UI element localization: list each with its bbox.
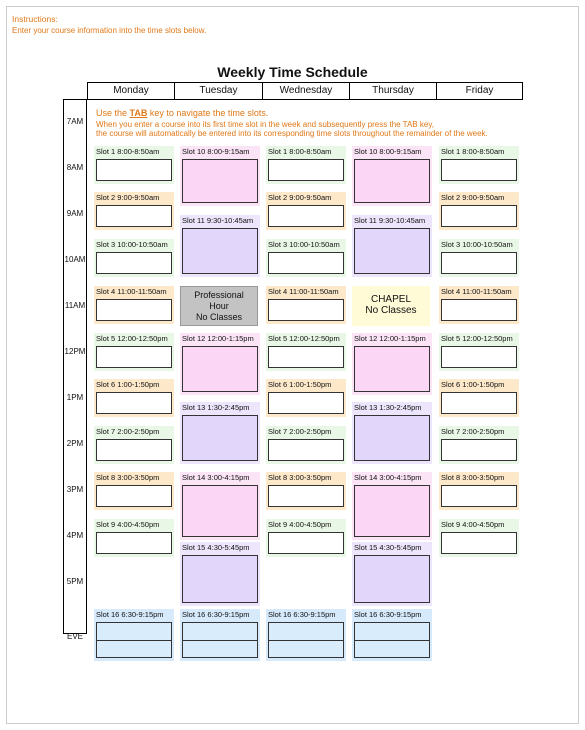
slot-input[interactable] <box>441 439 517 461</box>
slot-input[interactable] <box>96 299 172 321</box>
time-slot <box>439 333 519 371</box>
time-slot <box>180 402 260 464</box>
slot-input[interactable] <box>441 205 517 227</box>
slot-label: Slot 15 4:30-5:45pm <box>182 543 250 552</box>
slot-label: Slot 5 12:00-12:50pm <box>96 334 168 343</box>
slot-input[interactable] <box>96 205 172 227</box>
time-slot <box>266 379 346 417</box>
slot-input[interactable] <box>268 439 344 461</box>
time-slot <box>266 609 346 661</box>
slot-label: Slot 16 6:30-9:15pm <box>182 610 250 619</box>
slot-input[interactable] <box>96 392 172 414</box>
tip-text: Use the <box>96 108 130 118</box>
slot-input[interactable] <box>182 555 258 603</box>
slot-label: Slot 1 8:00-8:50am <box>441 147 505 156</box>
time-slot <box>439 192 519 230</box>
slot-input[interactable] <box>441 532 517 554</box>
page-title: Weekly Time Schedule <box>217 64 368 80</box>
time-slot <box>180 333 260 395</box>
slot-label: Slot 4 11:00-11:50am <box>96 287 167 296</box>
time-slot <box>439 286 519 324</box>
time-slot <box>94 286 174 324</box>
day-header-wednesday: Wednesday <box>262 82 350 100</box>
slot-label: Slot 7 2:00-2:50pm <box>441 427 505 436</box>
time-label: 9AM <box>66 209 84 218</box>
time-slot <box>352 215 432 277</box>
professional-hour-block <box>180 286 258 326</box>
time-label: 11AM <box>64 301 86 310</box>
time-slot <box>180 542 260 606</box>
slot-label: Slot 13 1:30-2:45pm <box>182 403 250 412</box>
slot-input[interactable] <box>268 252 344 274</box>
slot-input[interactable] <box>182 159 258 203</box>
slot-input[interactable] <box>96 485 172 507</box>
slot-label: Slot 2 9:00-9:50am <box>441 193 505 202</box>
day-header-thursday: Thursday <box>349 82 437 100</box>
slot-label: Slot 12 12:00-1:15pm <box>182 334 254 343</box>
slot-label: Slot 16 6:30-9:15pm <box>354 610 422 619</box>
slot-input[interactable] <box>441 252 517 274</box>
time-label: 5PM <box>66 577 84 586</box>
slot-input[interactable] <box>182 622 258 658</box>
slot-input[interactable] <box>441 392 517 414</box>
time-slot <box>439 472 519 510</box>
slot-label: Slot 4 11:00-11:50am <box>441 287 512 296</box>
slot-label: Slot 13 1:30-2:45pm <box>354 403 422 412</box>
slot-label: Slot 9 4:00-4:50pm <box>441 520 505 529</box>
time-slot <box>266 286 346 324</box>
slot-label: Slot 3 10:00-10:50am <box>96 240 168 249</box>
time-slot <box>180 472 260 540</box>
time-slot <box>352 472 432 540</box>
no-classes-label: No Classes <box>195 312 242 322</box>
slot-label: Slot 1 8:00-8:50am <box>268 147 332 156</box>
slot-input[interactable] <box>182 485 258 537</box>
slot-label: Slot 8 3:00-3:50pm <box>441 473 505 482</box>
time-slot <box>94 379 174 417</box>
time-slot <box>352 146 432 206</box>
time-label: 4PM <box>66 531 84 540</box>
time-label: 8AM <box>66 163 84 172</box>
slot-input[interactable] <box>268 205 344 227</box>
slot-label: Slot 2 9:00-9:50am <box>268 193 332 202</box>
slot-input[interactable] <box>268 622 344 658</box>
slot-input[interactable] <box>268 485 344 507</box>
slot-label: Slot 7 2:00-2:50pm <box>268 427 332 436</box>
time-slot <box>266 146 346 184</box>
slot-label: Slot 14 3:00-4:15pm <box>182 473 250 482</box>
slot-label: Slot 2 9:00-9:50am <box>96 193 160 202</box>
time-slot <box>266 472 346 510</box>
professional-hour-label: Professional <box>194 290 244 300</box>
time-label: EVE <box>66 632 83 641</box>
chapel-label: CHAPEL <box>370 294 411 305</box>
slot-label: Slot 8 3:00-3:50pm <box>268 473 332 482</box>
time-slot <box>180 609 260 661</box>
tip-line-3: the course will automatically be entered into its corresponding time slots throughout the remainder of the week. <box>96 129 488 138</box>
slot-label: Slot 10 8:00-9:15am <box>354 147 422 156</box>
time-column <box>63 99 87 634</box>
slot-input[interactable] <box>354 228 430 274</box>
slot-input[interactable] <box>182 346 258 392</box>
slot-input[interactable] <box>182 415 258 461</box>
slot-label: Slot 11 9:30-10:45am <box>182 216 254 225</box>
slot-input[interactable] <box>354 555 430 603</box>
slot-input[interactable] <box>268 532 344 554</box>
time-slot <box>266 333 346 371</box>
tip-line-1 <box>96 108 268 118</box>
time-slot <box>94 333 174 371</box>
time-label: 7AM <box>66 117 84 126</box>
slot-label: Slot 9 4:00-4:50pm <box>96 520 160 529</box>
day-header-tuesday: Tuesday <box>174 82 263 100</box>
time-label: 3PM <box>66 485 84 494</box>
day-header-friday: Friday <box>436 82 523 100</box>
slot-input[interactable] <box>96 532 172 554</box>
time-slot <box>94 426 174 464</box>
slot-input[interactable] <box>354 622 430 658</box>
slot-label: Slot 9 4:00-4:50pm <box>268 520 332 529</box>
slot-input[interactable] <box>96 622 172 658</box>
slot-label: Slot 5 12:00-12:50pm <box>441 334 513 343</box>
time-slot <box>266 519 346 557</box>
time-slot <box>180 146 260 206</box>
time-slot <box>94 146 174 184</box>
slot-label: Slot 6 1:00-1:50pm <box>268 380 332 389</box>
slot-label: Slot 7 2:00-2:50pm <box>96 427 160 436</box>
intro-line-1: Instructions: <box>12 14 58 24</box>
time-slot <box>266 239 346 277</box>
tab-key-label: TAB <box>129 108 148 118</box>
time-label: 12PM <box>64 347 86 356</box>
slot-label: Slot 8 3:00-3:50pm <box>96 473 160 482</box>
time-label: 1PM <box>66 393 84 402</box>
slot-label: Slot 16 6:30-9:15pm <box>268 610 336 619</box>
professional-hour-label: Hour <box>209 301 229 311</box>
slot-label: Slot 11 9:30-10:45am <box>354 216 426 225</box>
slot-input[interactable] <box>96 346 172 368</box>
slot-label: Slot 12 12:00-1:15pm <box>354 334 426 343</box>
slot-input[interactable] <box>268 392 344 414</box>
no-classes-label: No Classes <box>365 305 417 316</box>
time-slot <box>94 609 174 661</box>
slot-input[interactable] <box>268 346 344 368</box>
time-label: 10AM <box>64 255 86 264</box>
slot-input[interactable] <box>354 159 430 203</box>
slot-input[interactable] <box>96 252 172 274</box>
slot-input[interactable] <box>441 346 517 368</box>
slot-label: Slot 6 1:00-1:50pm <box>96 380 160 389</box>
slot-input[interactable] <box>354 485 430 537</box>
slot-label: Slot 4 11:00-11:50am <box>268 287 339 296</box>
day-header-monday: Monday <box>87 82 175 100</box>
slot-label: Slot 15 4:30-5:45pm <box>354 543 422 552</box>
intro-line-2: Enter your course information into the time slots below. <box>12 26 207 35</box>
time-slot <box>439 379 519 417</box>
time-slot <box>94 472 174 510</box>
slot-input[interactable] <box>441 485 517 507</box>
time-slot <box>352 542 432 606</box>
time-slot <box>352 333 432 395</box>
tip-text: key to navigate the time slots. <box>147 108 269 118</box>
slot-label: Slot 3 10:00-10:50am <box>441 240 513 249</box>
slot-input[interactable] <box>96 439 172 461</box>
time-label: 2PM <box>66 439 84 448</box>
slot-label: Slot 3 10:00-10:50am <box>268 240 340 249</box>
slot-label: Slot 1 8:00-8:50am <box>96 147 160 156</box>
slot-input[interactable] <box>441 299 517 321</box>
time-slot <box>266 426 346 464</box>
time-slot <box>439 519 519 557</box>
tip-line-2: When you enter a course into its first time slot in the week and subsequently press the TAB key, <box>96 120 434 129</box>
time-slot <box>180 215 260 277</box>
slot-input[interactable] <box>182 228 258 274</box>
time-slot <box>439 239 519 277</box>
slot-input[interactable] <box>268 159 344 181</box>
slot-input[interactable] <box>441 159 517 181</box>
chapel-block <box>352 286 430 326</box>
slot-label: Slot 14 3:00-4:15pm <box>354 473 422 482</box>
slot-input[interactable] <box>268 299 344 321</box>
time-slot <box>266 192 346 230</box>
slot-label: Slot 6 1:00-1:50pm <box>441 380 505 389</box>
slot-label: Slot 10 8:00-9:15am <box>182 147 250 156</box>
time-slot <box>94 192 174 230</box>
time-slot <box>439 146 519 184</box>
slot-input[interactable] <box>354 415 430 461</box>
time-slot <box>94 519 174 557</box>
time-slot <box>352 402 432 464</box>
time-slot <box>94 239 174 277</box>
slot-label: Slot 16 6:30-9:15pm <box>96 610 164 619</box>
slot-label: Slot 5 12:00-12:50pm <box>268 334 340 343</box>
slot-input[interactable] <box>96 159 172 181</box>
slot-input[interactable] <box>354 346 430 392</box>
time-slot <box>439 426 519 464</box>
time-slot <box>352 609 432 661</box>
